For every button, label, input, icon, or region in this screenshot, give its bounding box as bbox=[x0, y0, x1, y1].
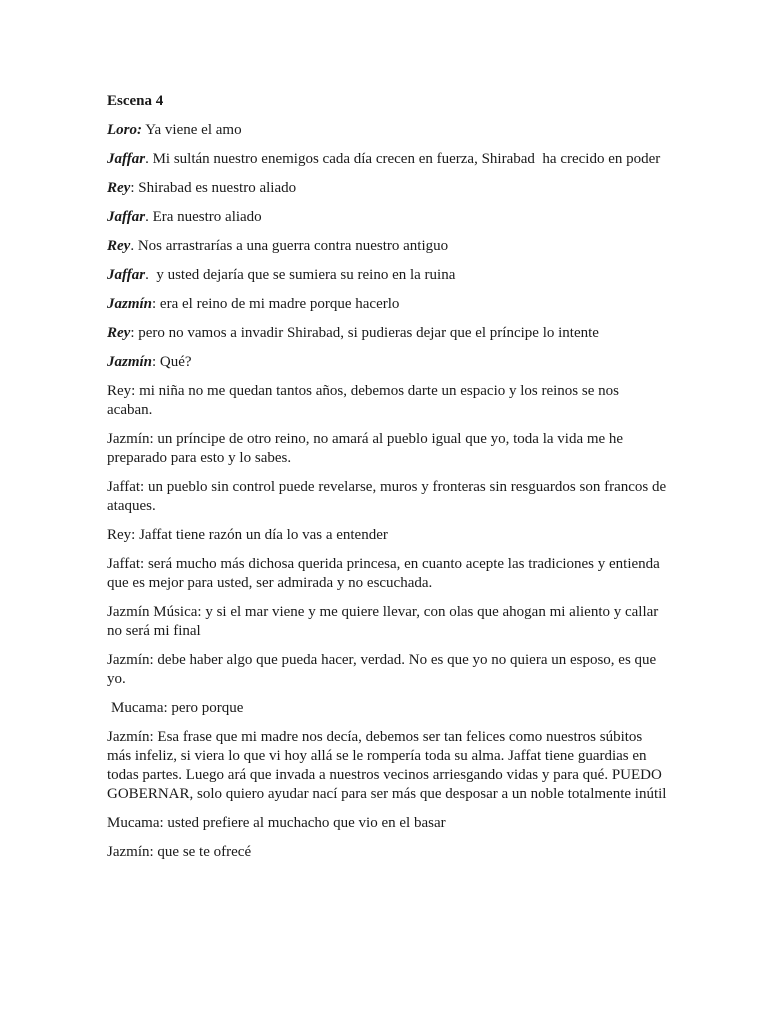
dialogue-text: : Shirabad es nuestro aliado bbox=[130, 180, 297, 196]
dialogue-text: Jazmín: un príncipe de otro reino, no amará al pueblo igual que yo, toda la vida me he preparado para esto y lo sabes. bbox=[107, 431, 627, 466]
dialogue-text: Rey: mi niña no me quedan tantos años, debemos darte un espacio y los reinos se nos acaban. bbox=[107, 383, 623, 418]
dialogue-text: Jazmín: que se te ofrecé bbox=[107, 844, 252, 860]
dialogue-line bbox=[107, 526, 667, 545]
speaker-name: Rey bbox=[107, 180, 131, 196]
dialogue-line bbox=[107, 324, 667, 343]
dialogue-text: Jazmín Música: y si el mar viene y me quiere llevar, con olas que ahogan mi aliento y callar no será mi final bbox=[107, 604, 663, 639]
dialogue-line bbox=[107, 699, 667, 718]
dialogue-line bbox=[107, 843, 667, 862]
dialogue-text: . Era nuestro aliado bbox=[145, 209, 262, 225]
dialogue-text: Ya viene el amo bbox=[142, 122, 242, 138]
speaker-name: Loro: bbox=[107, 122, 142, 138]
dialogue-line bbox=[107, 651, 667, 689]
scene-title: Escena 4 bbox=[107, 93, 164, 109]
speaker-name: Jaffar bbox=[107, 151, 146, 167]
dialogue-text: Mucama: usted prefiere al muchacho que vio en el basar bbox=[107, 815, 446, 831]
speaker-name: Jazmín bbox=[107, 296, 153, 312]
dialogue-line bbox=[107, 353, 667, 372]
dialogue-text: Jaffat: un pueblo sin control puede revelarse, muros y fronteras sin resguardos son francos de ataques. bbox=[107, 479, 670, 514]
speaker-name: Rey bbox=[107, 325, 131, 341]
dialogue-text: . y usted dejaría que se sumiera su reino en la ruina bbox=[145, 267, 456, 283]
dialogue-text: Mucama: pero porque bbox=[111, 700, 244, 716]
dialogue-text: Jazmín: Esa frase que mi madre nos decía, debemos ser tan felices como nuestros súbitos más infeliz, si viera lo que vi hoy allá se le rompería toda su alma. Jaffat tiene guardias en todas partes. Luego ará que invada a nuestros vecinos arriesgando vidas y para qué. PUEDO GOBERNAR, solo quiero ayudar nací para ser más que desposar a un noble totalmente inútil bbox=[107, 729, 667, 802]
dialogue-text: Rey: Jaffat tiene razón un día lo vas a entender bbox=[107, 527, 388, 543]
dialogue-line bbox=[107, 603, 667, 641]
dialogue-list bbox=[107, 121, 670, 862]
dialogue-line bbox=[107, 555, 667, 593]
dialogue-line bbox=[107, 295, 667, 314]
dialogue-text: : era el reino de mi madre porque hacerlo bbox=[152, 296, 400, 312]
dialogue-line bbox=[107, 179, 667, 198]
dialogue-line bbox=[107, 237, 667, 256]
dialogue-line bbox=[107, 208, 667, 227]
dialogue-line bbox=[107, 728, 667, 804]
dialogue-line bbox=[107, 150, 667, 169]
dialogue-text: : Qué? bbox=[152, 354, 192, 370]
dialogue-text: . Mi sultán nuestro enemigos cada día crecen en fuerza, Shirabad ha crecido en poder bbox=[145, 151, 661, 167]
script-body bbox=[107, 92, 670, 872]
dialogue-text: Jaffat: será mucho más dichosa querida princesa, en cuanto acepte las tradiciones y entienda que es mejor para usted, ser admirada y no escuchada. bbox=[107, 556, 664, 591]
speaker-name: Jaffar bbox=[107, 209, 146, 225]
dialogue-line bbox=[107, 478, 670, 516]
dialogue-text: . Nos arrastrarías a una guerra contra nuestro antiguo bbox=[130, 238, 449, 254]
dialogue-line bbox=[107, 814, 667, 833]
dialogue-text: : pero no vamos a invadir Shirabad, si pudieras dejar que el príncipe lo intente bbox=[130, 325, 599, 341]
speaker-name: Jaffar bbox=[107, 267, 146, 283]
speaker-name: Jazmín bbox=[107, 354, 153, 370]
speaker-name: Rey bbox=[107, 238, 131, 254]
dialogue-line bbox=[107, 430, 667, 468]
dialogue-line bbox=[107, 121, 667, 140]
dialogue-line bbox=[107, 382, 667, 420]
dialogue-text: Jazmín: debe haber algo que pueda hacer, verdad. No es que yo no quiera un esposo, es que yo. bbox=[107, 652, 660, 687]
dialogue-line bbox=[107, 266, 667, 285]
